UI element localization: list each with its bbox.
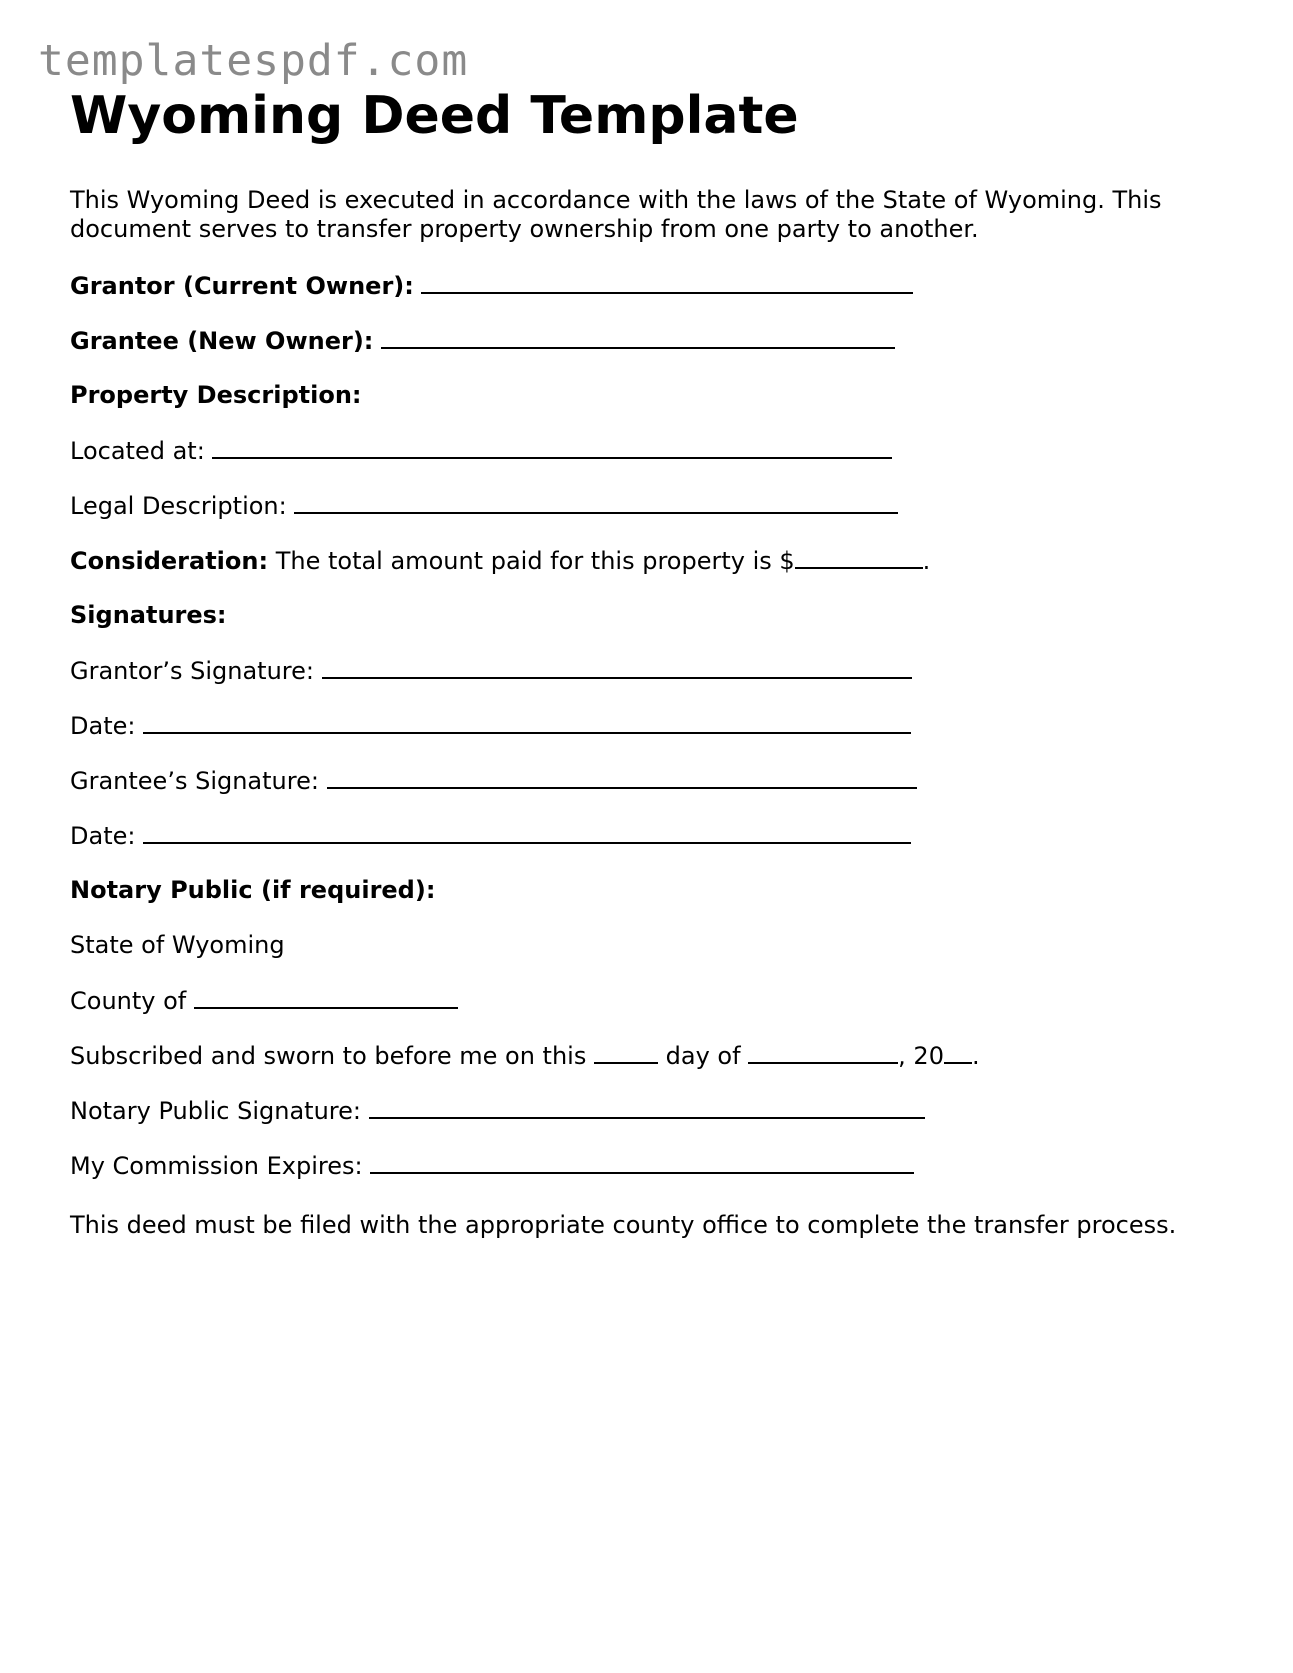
- legal-description-field[interactable]: [294, 490, 898, 514]
- sworn-text-1: Subscribed and sworn to before me on this: [70, 1042, 587, 1070]
- sworn-text-3: , 20: [898, 1042, 944, 1070]
- consideration-text: The total amount paid for this property is $: [275, 547, 795, 575]
- property-heading: Property Description:: [70, 381, 362, 409]
- grantee-signature-field[interactable]: [327, 765, 917, 789]
- page-title: Wyoming Deed Template: [70, 86, 799, 146]
- notary-signature-row: [70, 1095, 925, 1126]
- notary-signature-field[interactable]: [369, 1095, 925, 1119]
- commission-row: [70, 1150, 914, 1181]
- sworn-year-field[interactable]: [944, 1040, 972, 1064]
- legal-description-row: [70, 490, 898, 521]
- sworn-month-field[interactable]: [748, 1040, 898, 1064]
- state-line: State of Wyoming: [70, 931, 285, 959]
- grantor-row: [70, 270, 913, 301]
- grantor-field[interactable]: [421, 270, 913, 294]
- notary-signature-label: Notary Public Signature:: [70, 1097, 361, 1125]
- county-label: County of: [70, 987, 187, 1015]
- consideration-label: Consideration:: [70, 547, 269, 575]
- closing-paragraph: This deed must be filed with the appropriate county office to complete the transfer process.: [70, 1211, 1177, 1239]
- consideration-end: .: [922, 547, 931, 575]
- sworn-text-4: .: [971, 1042, 980, 1070]
- grantee-signature-label: Grantee’s Signature:: [70, 767, 319, 795]
- legal-description-label: Legal Description:: [70, 492, 287, 520]
- commission-field[interactable]: [370, 1150, 914, 1174]
- grantor-signature-field[interactable]: [322, 655, 912, 679]
- commission-label: My Commission Expires:: [70, 1152, 363, 1180]
- notary-heading: Notary Public (if required):: [70, 876, 436, 904]
- grantee-date-label: Date:: [70, 822, 136, 850]
- located-row: [70, 435, 892, 466]
- grantee-date-field[interactable]: [143, 820, 911, 844]
- grantor-date-label: Date:: [70, 712, 136, 740]
- grantor-signature-row: [70, 655, 912, 686]
- county-row: [70, 985, 458, 1016]
- located-label: Located at:: [70, 437, 205, 465]
- located-field[interactable]: [212, 435, 892, 459]
- grantor-date-row: [70, 710, 911, 741]
- grantor-signature-label: Grantor’s Signature:: [70, 657, 314, 685]
- grantee-signature-row: [70, 765, 917, 796]
- sworn-day-field[interactable]: [594, 1040, 658, 1064]
- grantee-field[interactable]: [381, 325, 895, 349]
- sworn-row: [70, 1040, 980, 1071]
- intro-paragraph: This Wyoming Deed is executed in accordance with the laws of the State of Wyoming. This document serves to transfer property ownership from one party to another.: [70, 186, 1162, 243]
- consideration-amount-field[interactable]: [795, 545, 923, 569]
- grantor-date-field[interactable]: [143, 710, 911, 734]
- watermark: templatespdf.com: [38, 36, 469, 86]
- grantee-row: [70, 325, 895, 356]
- grantor-label: Grantor (Current Owner):: [70, 272, 414, 300]
- grantee-date-row: [70, 820, 911, 851]
- county-field[interactable]: [194, 985, 458, 1009]
- sworn-text-2: day of: [665, 1042, 741, 1070]
- signatures-heading: Signatures:: [70, 601, 227, 629]
- grantee-label: Grantee (New Owner):: [70, 327, 374, 355]
- consideration-row: [70, 545, 930, 576]
